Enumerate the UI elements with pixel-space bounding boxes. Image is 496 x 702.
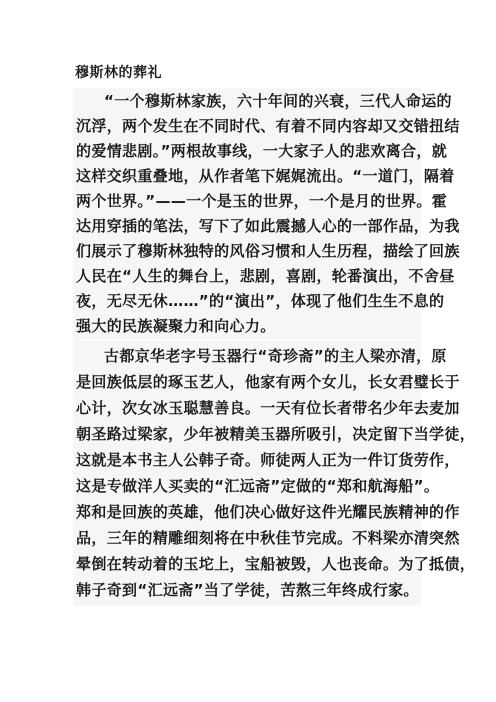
paragraph-line: 夜，无尽无休……”的“演出”，体现了他们生生不息的	[76, 292, 445, 310]
paragraph-line: 韩子奇到“汇远斋”当了学徒，苦熬三年终成行家。	[76, 581, 419, 599]
document-title: 穆斯林的葬礼	[75, 65, 162, 81]
paragraph-line: 沉浮，两个发生在不同时代、有着不同内容却又交错扭结	[76, 117, 460, 135]
paragraph-line: 这是专做洋人买卖的“汇远斋”定做的“郑和航海船”。	[76, 477, 440, 495]
paragraph-line: 达用穿插的笔法，写下了如此震撼人心的一部作品，为我	[76, 217, 460, 235]
paragraph-line: 品，三年的精雕细刻将在中秋佳节完成。不料梁亦清突然	[76, 529, 460, 547]
paragraph-line: 晕倒在转动着的玉坨上，宝船被毁，人也丧命。为了抵债，	[76, 555, 476, 573]
paragraph-line: 是回族低层的琢玉艺人，他家有两个女儿，长女君璧长于	[76, 373, 460, 391]
paragraph-line: 心计，次女冰玉聪慧善良。一天有位长者带名少年去麦加	[76, 399, 460, 417]
paragraph-line: “一个穆斯林家族，六十年间的兴衰，三代人命运的	[104, 92, 452, 110]
paragraph-line: 们展示了穆斯林独特的风俗习惯和人生历程，描绘了回族	[76, 242, 460, 260]
paragraph-line: 的爱情悲剧。”两根故事线，一大家子人的悲欢离合，就	[76, 142, 448, 160]
paragraph-1	[73, 88, 460, 340]
paragraph-line: 人民在“人生的舞台上，悲剧，喜剧，轮番演出，不舍昼	[76, 267, 455, 285]
paragraph-line: 两个世界。”——一个是玉的世界，一个是月的世界。霍	[76, 192, 448, 210]
paragraph-line: 这就是本书主人公韩子奇。师徒两人正为一件订货劳作，	[76, 451, 460, 469]
paragraph-line: 强大的民族凝聚力和向心力。	[76, 317, 276, 335]
paragraph-line: 郑和是回族的英雄，他们决心做好这件光耀民族精神的作	[76, 503, 460, 521]
paragraph-2	[73, 341, 476, 606]
paragraph-line: 朝圣路过梁家，少年被精美玉器所吸引，决定留下当学徒，	[76, 425, 476, 443]
paragraph-line: 这样交织重叠地，从作者笔下娓娓流出。“一道门，隔着	[76, 167, 455, 185]
paragraph-line: 古都京华老字号玉器行“奇珍斋”的主人梁亦清，原	[104, 347, 447, 365]
